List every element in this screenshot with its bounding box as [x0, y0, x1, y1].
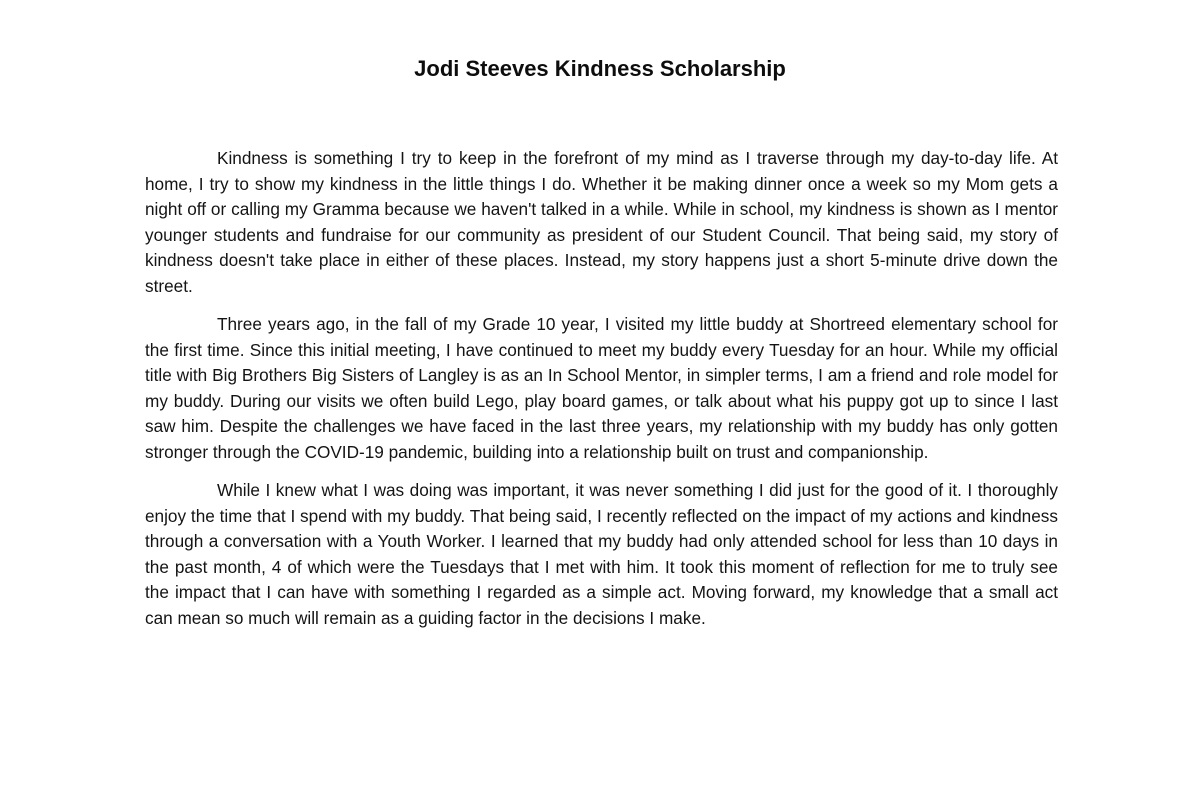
- paragraph-2: Three years ago, in the fall of my Grade 10 year, I visited my little buddy at Shortreed elementary school for the first time. Since this initial meeting, I have continued to meet my buddy every Tuesday for an hour. While my official title with Big Brothers Big Sisters of Langley is as an In School Mentor, in simpler terms, I am a friend and role model for my buddy. During our visits we often build Lego, play board games, or talk about what his puppy got up to since I last saw him. Despite the challenges we have faced in the last three years, my relationship with my buddy has only gotten stronger through the COVID-19 pandemic, building into a relationship built on trust and companionship.: [145, 314, 1058, 462]
- document-body: [145, 146, 1058, 644]
- paragraph-3: While I knew what I was doing was important, it was never something I did just for the good of it. I thoroughly enjoy the time that I spend with my buddy. That being said, I recently reflected on the impact of my actions and kindness through a conversation with a Youth Worker. I learned that my buddy had only attended school for less than 10 days in the past month, 4 of which were the Tuesdays that I met with him. It took this moment of reflection for me to truly see the impact that I can have with something I regarded as a simple act. Moving forward, my knowledge that a small act can mean so much will remain as a guiding factor in the decisions I make.: [145, 480, 1058, 628]
- paragraph-1: Kindness is something I try to keep in the forefront of my mind as I traverse through my day-to-day life. At home, I try to show my kindness in the little things I do. Whether it be making dinner once a week so my Mom gets a night off or calling my Gramma because we haven't talked in a while. While in school, my kindness is shown as I mentor younger students and fundraise for our community as president of our Student Council. That being said, my story of kindness doesn't take place in either of these places. Instead, my story happens just a short 5-minute drive down the street.: [145, 148, 1058, 296]
- document-title: Jodi Steeves Kindness Scholarship: [414, 56, 786, 81]
